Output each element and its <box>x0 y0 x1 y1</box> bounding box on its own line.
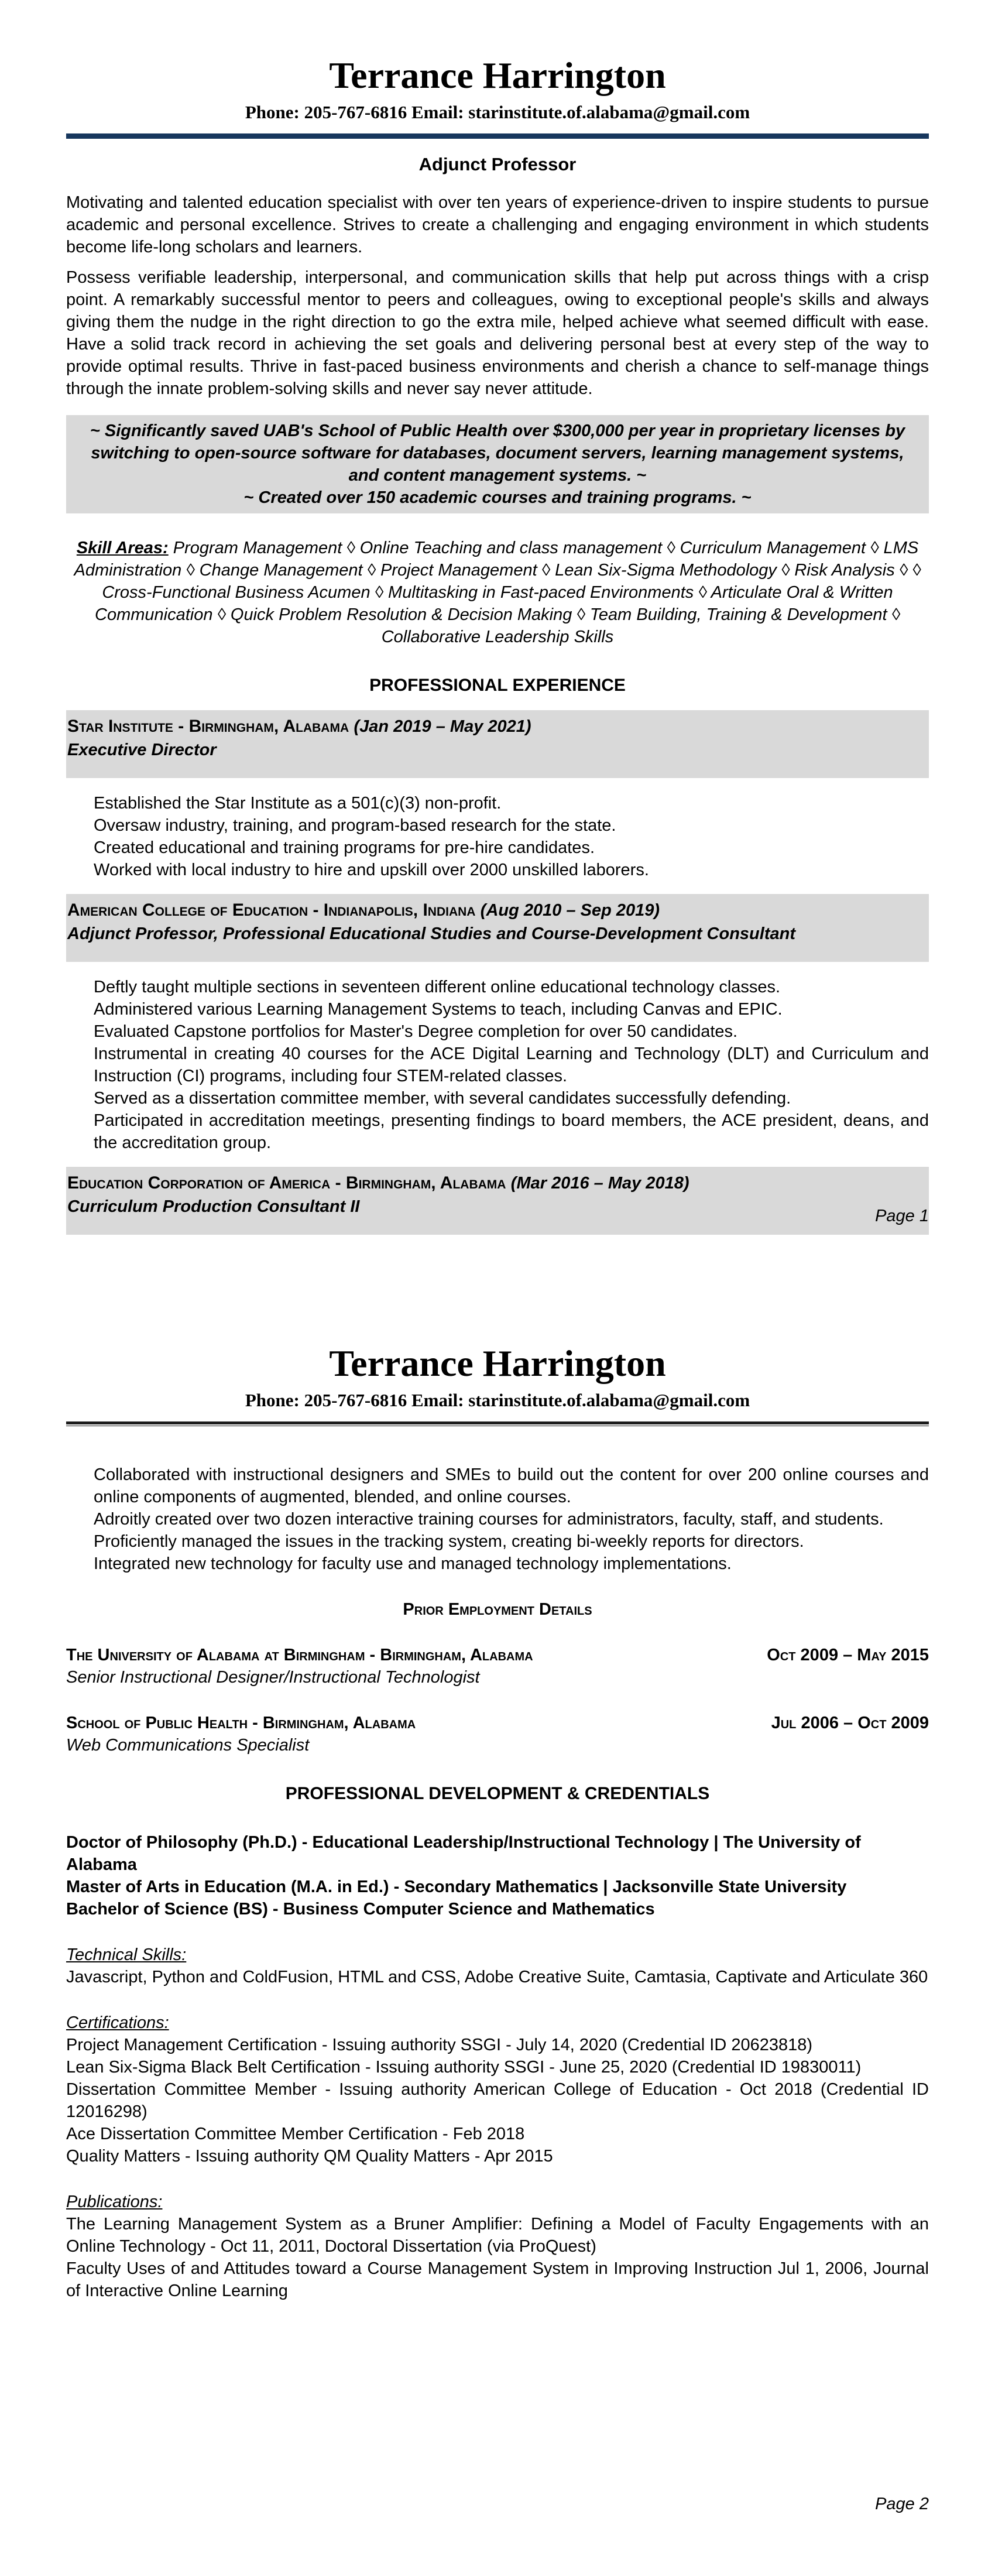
resume-page-2 <box>0 1288 995 2576</box>
job-dates: (Aug 2010 – Sep 2019) <box>480 901 660 920</box>
job-bullet: Collaborated with instructional designers and SMEs to build out the content for over 200 online courses and online components of augmented, blended, and online courses. <box>94 1465 929 1506</box>
skill-areas <box>66 537 929 648</box>
achievement-highlights <box>66 415 929 513</box>
job-title: Executive Director <box>67 741 217 759</box>
contact-line: Phone: 205-767-6816 Email: starinstitute.of.alabama@gmail.com <box>245 102 750 122</box>
job-bullet: Created educational and training programs for pre-hire candidates. <box>94 838 595 857</box>
summary-paragraph: Motivating and talented education specialist with over ten years of experience-driven to inspire students to pursue academic and personal excellence. Strives to create a challenging and engaging environment in which students become life-long scholars and learners. <box>66 193 929 256</box>
prior-job-company: School of Public Health - Birmingham, Alabama <box>66 1714 416 1732</box>
certification-item: Dissertation Committee Member - Issuing authority American College of Education - Oct 2018 (Credential ID 12016298) <box>66 2080 929 2121</box>
job-bullet: Administered various Learning Management Systems to teach, including Canvas and EPIC. <box>94 1000 783 1019</box>
job-company-line <box>67 899 924 922</box>
degree-item: Bachelor of Science (BS) - Business Computer Science and Mathematics <box>66 1900 655 1919</box>
candidate-name: Terrance Harrington <box>329 1342 666 1384</box>
section-heading-credentials: PROFESSIONAL DEVELOPMENT & CREDENTIALS <box>285 1784 710 1803</box>
prior-job-title: Senior Instructional Designer/Instructional Technologist <box>66 1668 480 1687</box>
certification-item: Project Management Certification - Issuing authority SSGI - July 14, 2020 (Credential ID 20623818) <box>66 2036 813 2054</box>
degree-list <box>66 1831 929 1920</box>
degree-item: Master of Arts in Education (M.A. in Ed.) - Secondary Mathematics | Jacksonville State University <box>66 1878 847 1896</box>
job-bullet: Worked with local industry to hire and upskill over 2000 unskilled laborers. <box>94 861 649 879</box>
role-title: Adjunct Professor <box>418 154 577 174</box>
job-bullet: Deftly taught multiple sections in seventeen different online educational technology classes. <box>94 978 781 996</box>
highlight-item: ~ Significantly saved UAB's School of Public Health over $300,000 per year in proprietary licenses by switching to open-source software for databases, document servers, learning management systems, and content management systems. ~ <box>90 422 905 485</box>
job-header <box>66 1167 929 1235</box>
prior-job-dates: Oct 2009 – May 2015 <box>767 1646 929 1664</box>
job-header <box>66 710 929 778</box>
certifications-section <box>66 2012 929 2167</box>
job-company: Education Corporation of America - Birmingham, Alabama <box>67 1173 506 1193</box>
section-heading-experience: PROFESSIONAL EXPERIENCE <box>369 676 626 695</box>
certifications-label: Certifications: <box>66 2013 169 2032</box>
publication-item: Faculty Uses of and Attitudes toward a Course Management System in Improving Instruction Jul 1, 2006, Journal of Interactive Online Learning <box>66 2259 929 2300</box>
prior-job-dates: Jul 2006 – Oct 2009 <box>771 1714 929 1732</box>
prior-job-title: Web Communications Specialist <box>66 1736 310 1755</box>
job-bullet-list <box>66 792 929 881</box>
job-company: Star Institute - Birmingham, Alabama <box>67 717 349 736</box>
certification-item: Quality Matters - Issuing authority QM Quality Matters - Apr 2015 <box>66 2147 553 2166</box>
job-company-line <box>67 715 924 738</box>
prior-job <box>66 1644 929 1688</box>
page-footer: Page 1 <box>875 1207 929 1225</box>
technical-skills-label: Technical Skills: <box>66 1945 187 1964</box>
skill-areas-label: Skill Areas: <box>76 539 169 557</box>
candidate-name: Terrance Harrington <box>329 54 666 96</box>
header-rule-black <box>66 1421 929 1426</box>
page-footer: Page 2 <box>875 2495 929 2513</box>
job-bullet: Instrumental in creating 40 courses for the ACE Digital Learning and Technology (DLT) and Curriculum and Instruction (CI) programs, including four STEM-related classes. <box>94 1044 929 1085</box>
job-company: American College of Education - Indianapolis, Indiana <box>67 900 476 920</box>
job-bullet-list-continued <box>66 1464 929 1575</box>
job-bullet-list <box>66 976 929 1154</box>
skill-areas-text: Program Management ◊ Online Teaching and class management ◊ Curriculum Management ◊ LMS Administration ◊ Change Management ◊ Project Management ◊ Lean Six-Sigma Methodology ◊ Risk Analysis ◊ ◊ Cross-Functional Business Acumen ◊ Multitasking in Fast-paced Environments ◊ Articulate Oral & Written Communication ◊ Quick Problem Resolution & Decision Making ◊ Team Building, Training & Development ◊ Collaborative Leadership Skills <box>74 539 921 646</box>
job-bullet: Oversaw industry, training, and program-based research for the state. <box>94 816 616 835</box>
technical-skills-section <box>66 1944 929 1988</box>
job-company-line <box>67 1171 924 1195</box>
prior-job-company: The University of Alabama at Birmingham - Birmingham, Alabama <box>66 1646 533 1664</box>
section-heading-prior-employment: Prior Employment Details <box>403 1600 592 1619</box>
job-title: Curriculum Production Consultant II <box>67 1197 360 1216</box>
job-bullet: Proficiently managed the issues in the tracking system, creating bi-weekly reports for directors. <box>94 1532 804 1551</box>
job-bullet: Participated in accreditation meetings, presenting findings to board members, the ACE president, deans, and the accreditation group. <box>94 1111 929 1152</box>
job-header <box>66 894 929 962</box>
header-rule-navy <box>66 133 929 139</box>
publication-item: The Learning Management System as a Bruner Amplifier: Defining a Model of Faculty Engagements with an Online Technology - Oct 11, 2011, Doctoral Dissertation (via ProQuest) <box>66 2215 929 2256</box>
job-dates: (Jan 2019 – May 2021) <box>354 717 531 736</box>
job-dates: (Mar 2016 – May 2018) <box>510 1174 689 1193</box>
job-bullet: Established the Star Institute as a 501(c)(3) non-profit. <box>94 794 502 813</box>
job-bullet: Served as a dissertation committee member, with several candidates successfully defending. <box>94 1089 791 1108</box>
certification-item: Ace Dissertation Committee Member Certification - Feb 2018 <box>66 2125 525 2143</box>
technical-skills-text: Javascript, Python and ColdFusion, HTML and CSS, Adobe Creative Suite, Camtasia, Captivate and Articulate 360 <box>66 1968 928 1986</box>
job-bullet: Adroitly created over two dozen interactive training courses for administrators, faculty, staff, and students. <box>94 1510 884 1529</box>
certification-item: Lean Six-Sigma Black Belt Certification - Issuing authority SSGI - June 25, 2020 (Credential ID 19830011) <box>66 2058 862 2077</box>
job-title: Adjunct Professor, Professional Educational Studies and Course-Development Consultant <box>67 924 795 943</box>
prior-job-row <box>66 1644 929 1666</box>
publications-label: Publications: <box>66 2193 163 2211</box>
job-bullet: Integrated new technology for faculty use and managed technology implementations. <box>94 1554 732 1573</box>
prior-job-row <box>66 1712 929 1734</box>
highlight-item: ~ Created over 150 academic courses and training programs. ~ <box>243 488 752 507</box>
degree-item: Doctor of Philosophy (Ph.D.) - Educational Leadership/Instructional Technology | The University of Alabama <box>66 1833 861 1874</box>
publications-section <box>66 2191 929 2302</box>
contact-line: Phone: 205-767-6816 Email: starinstitute.of.alabama@gmail.com <box>245 1390 750 1410</box>
prior-job <box>66 1712 929 1756</box>
summary-paragraph: Possess verifiable leadership, interpersonal, and communication skills that help put across things with a crisp point. A remarkably successful mentor to peers and colleagues, owing to exceptional people's skills and always giving them the nudge in the right direction to go the extra mile, helped achieve what seemed difficult with ease. Have a solid track record in achieving the set goals and delivering personal best at every step of the way to provide optimal results. Thrive in fast-paced business environments and cherish a chance to self-manage things through the innate problem-solving skills and never say never attitude. <box>66 268 929 398</box>
job-bullet: Evaluated Capstone portfolios for Master's Degree completion for over 50 candidates. <box>94 1022 738 1041</box>
